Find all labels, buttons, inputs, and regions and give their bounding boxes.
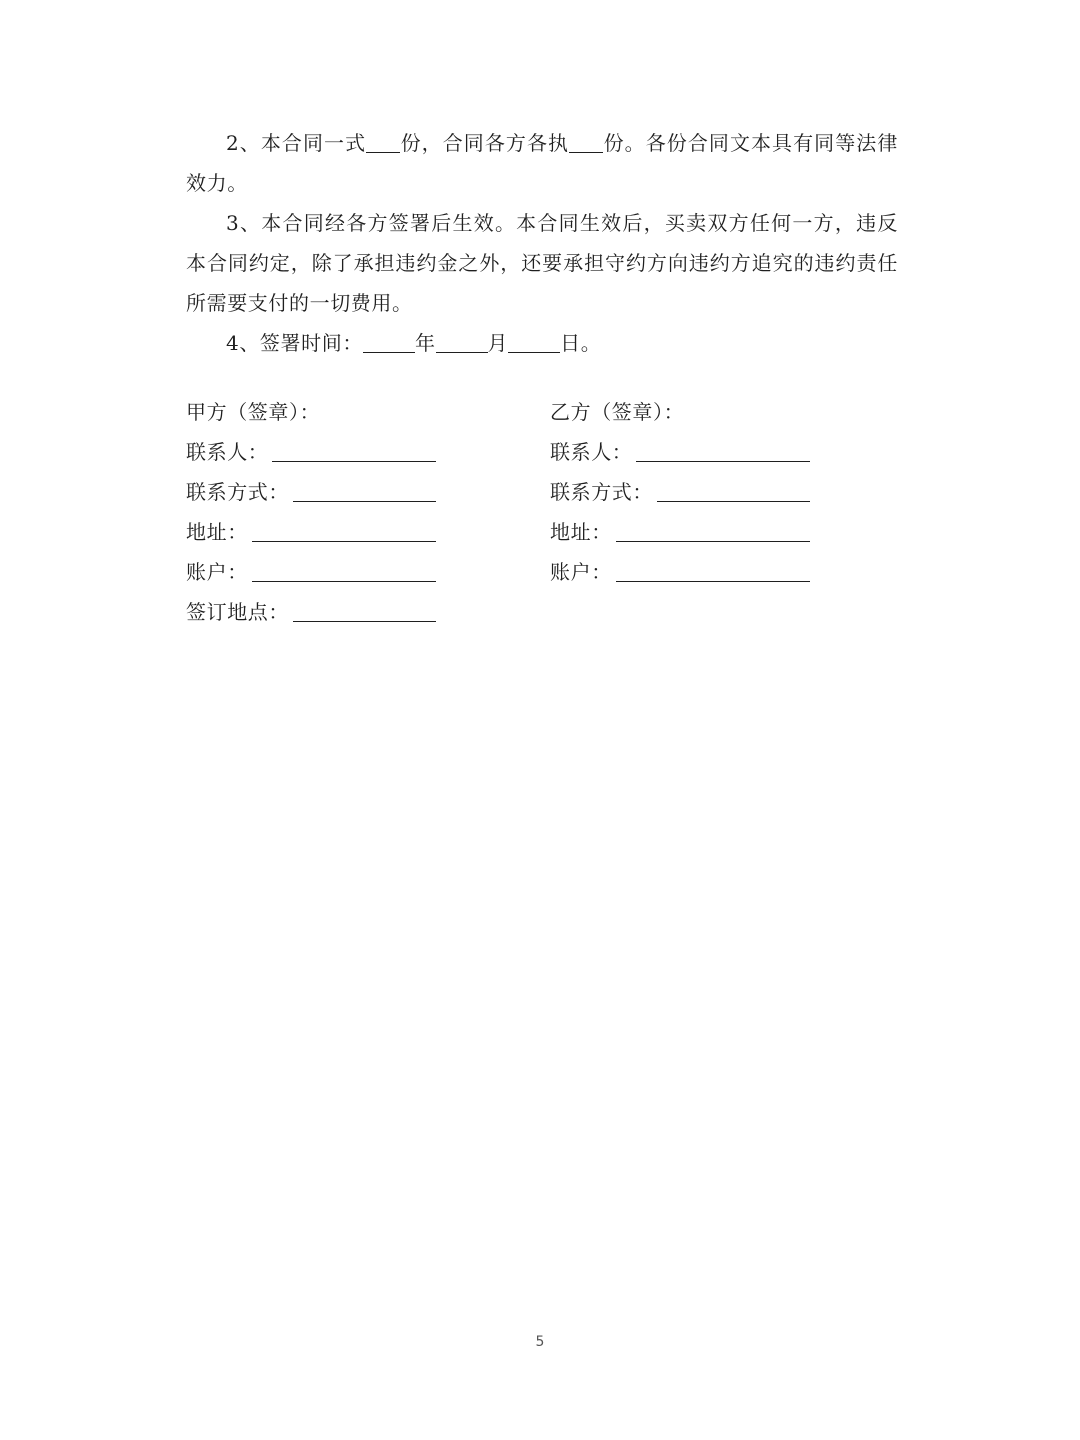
party-b-contact-person-row	[550, 432, 810, 472]
party-a-title-row	[186, 392, 436, 432]
party-b-title-row	[550, 392, 810, 432]
copies-total-blank	[366, 130, 400, 153]
party-b-account-label: 账户：	[550, 560, 612, 584]
clause-2-text-a: 2、本合同一式	[226, 131, 367, 155]
party-a-contact-method-blank	[293, 483, 436, 502]
copies-each-blank	[569, 130, 603, 153]
party-b-contact-person-blank	[636, 443, 810, 462]
page-number: 5	[535, 1334, 545, 1350]
year-blank	[363, 330, 415, 353]
party-a-account-label: 账户：	[186, 560, 248, 584]
party-a-contact-person-row	[186, 432, 436, 472]
clause-2-text-c: 份。各份合同文本具有同等法律效力。	[186, 131, 898, 195]
party-a-title: 甲方（签章）：	[186, 400, 321, 424]
signing-place-row	[186, 592, 436, 632]
day-label: 日。	[560, 331, 602, 355]
party-b-address-blank	[616, 523, 810, 542]
clause-3	[186, 203, 898, 323]
party-b-contact-method-row	[550, 472, 810, 512]
party-a-address-label: 地址：	[186, 520, 248, 544]
signing-place-blank	[293, 603, 436, 622]
party-b-block	[550, 392, 810, 592]
clause-3-text: 3、本合同经各方签署后生效。本合同生效后，买卖双方任何一方，违反本合同约定，除了承担违约金之外，还要承担守约方向违约方追究的违约责任所需要支付的一切费用。	[186, 211, 898, 315]
month-blank	[436, 330, 488, 353]
year-label: 年	[414, 331, 436, 355]
party-b-address-row	[550, 512, 810, 552]
party-b-address-label: 地址：	[550, 520, 612, 544]
signing-place-label: 签订地点：	[186, 600, 289, 624]
party-b-contact-method-label: 联系方式：	[550, 480, 653, 504]
party-a-address-row	[186, 512, 436, 552]
party-a-account-blank	[252, 563, 436, 582]
party-a-contact-person-label: 联系人：	[186, 440, 269, 464]
party-b-contact-person-label: 联系人：	[550, 440, 633, 464]
party-a-contact-method-row	[186, 472, 436, 512]
party-a-address-blank	[252, 523, 436, 542]
clause-4	[186, 323, 898, 363]
party-b-title: 乙方（签章）：	[550, 400, 685, 424]
month-label: 月	[487, 331, 509, 355]
party-a-block	[186, 392, 436, 632]
party-b-account-blank	[616, 563, 810, 582]
party-a-contact-person-blank	[272, 443, 436, 462]
party-a-account-row	[186, 552, 436, 592]
party-b-contact-method-blank	[657, 483, 810, 502]
party-a-contact-method-label: 联系方式：	[186, 480, 289, 504]
party-b-account-row	[550, 552, 810, 592]
clause-4-text: 4、签署时间：	[226, 331, 363, 355]
clause-2-text-b: 份，合同各方各执	[400, 131, 570, 155]
day-blank	[508, 330, 560, 353]
clause-2	[186, 123, 898, 203]
